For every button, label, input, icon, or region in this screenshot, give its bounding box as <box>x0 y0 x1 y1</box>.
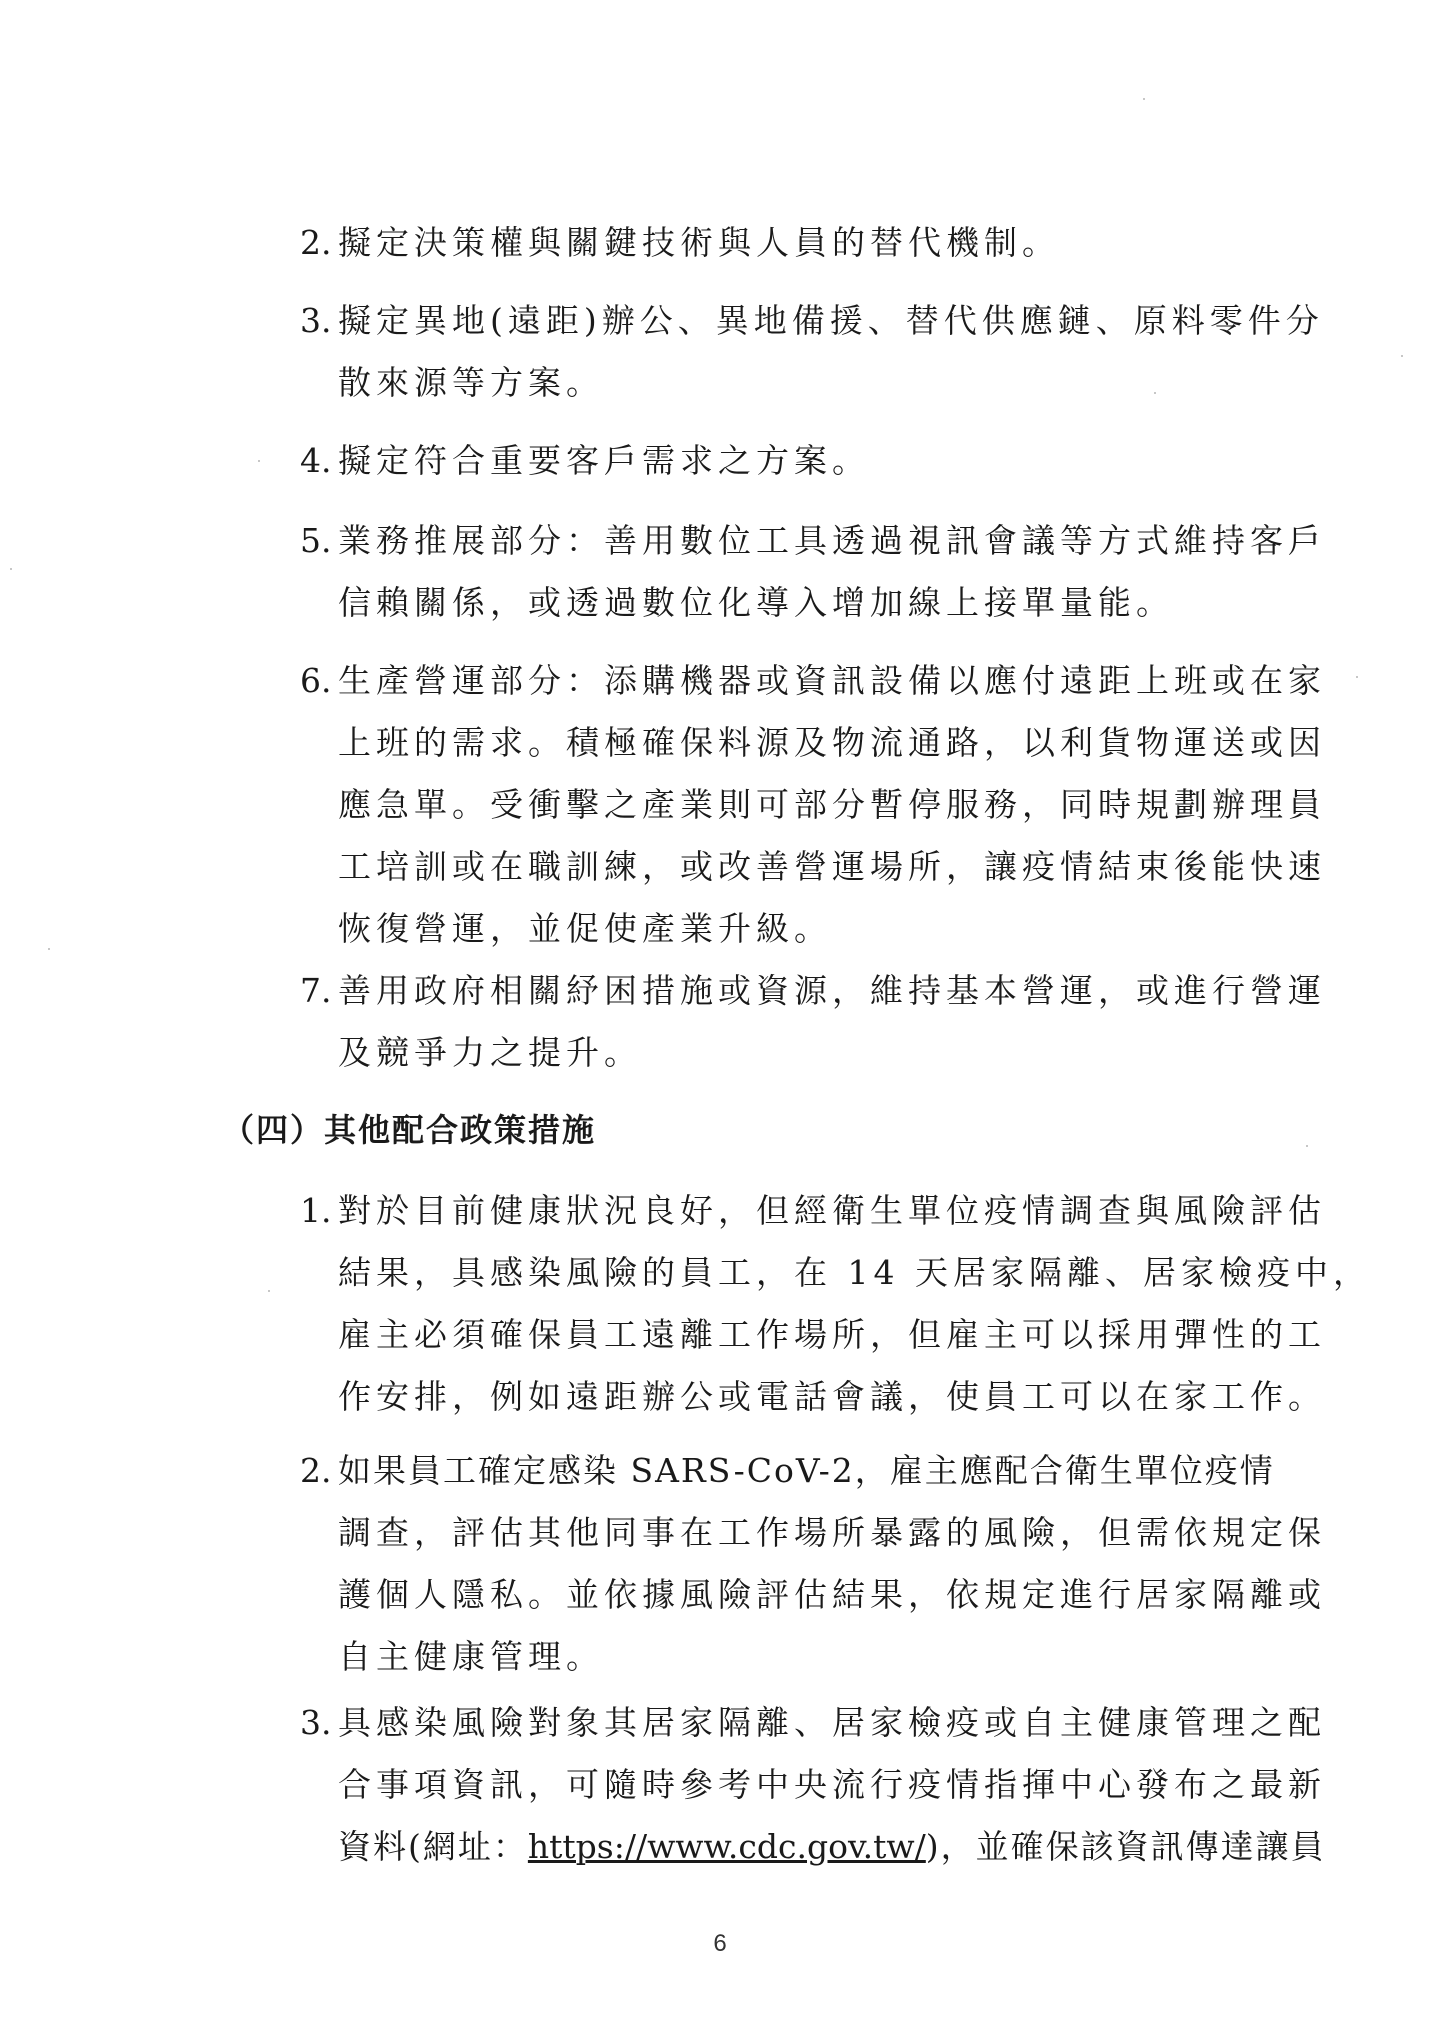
item-text-line: 作安排，例如遠距辦公或電話會議，使員工可以在家工作。 <box>338 1377 1326 1416</box>
scan-speck <box>48 948 50 950</box>
scan-speck <box>1143 98 1145 100</box>
item-text-line: 上班的需求。積極確保料源及物流通路，以利貨物運送或因 <box>338 723 1326 762</box>
list-item-3 <box>300 290 1324 414</box>
item-text-line: 合事項資訊，可隨時參考中央流行疫情指揮中心發布之最新 <box>338 1765 1326 1804</box>
scan-speck <box>1401 355 1403 357</box>
list-item-7 <box>300 960 1326 1084</box>
item-text-line: 散來源等方案。 <box>338 363 604 402</box>
item-text-line: 及競爭力之提升。 <box>338 1033 642 1072</box>
item-text-line: 護個人隱私。並依據風險評估結果，依規定進行居家隔離或 <box>338 1575 1326 1614</box>
item-text-line: 業務推展部分：善用數位工具透過視訊會議等方式維持客戶 <box>338 521 1326 560</box>
cdc-website-link[interactable]: https://www.cdc.gov.tw/ <box>527 1827 926 1866</box>
list-item-3-bottom <box>300 1692 1326 1878</box>
scan-speck <box>1356 676 1358 678</box>
line-suffix: )，並確保該資訊傳達讓員 <box>925 1827 1326 1866</box>
list-number: 3. <box>300 1703 332 1742</box>
list-item-6 <box>300 650 1326 960</box>
item-text-line: 具感染風險對象其居家隔離、居家檢疫或自主健康管理之配 <box>338 1703 1326 1742</box>
item-text-line: 對於目前健康狀況良好，但經衛生單位疫情調查與風險評估 <box>338 1191 1326 1230</box>
list-number: 1. <box>300 1191 332 1230</box>
item-text-line: 擬定符合重要客戶需求之方案。 <box>338 441 870 480</box>
item-text-line: 生產營運部分：添購機器或資訊設備以應付遠距上班或在家 <box>338 661 1326 700</box>
scan-speck <box>258 460 260 462</box>
list-number: 2. <box>300 223 332 262</box>
list-number: 4. <box>300 441 332 480</box>
list-number: 6. <box>300 661 332 700</box>
list-number: 7. <box>300 971 332 1010</box>
item-text-line: 結果，具感染風險的員工，在 14 天居家隔離、居家檢疫中， <box>338 1253 1371 1292</box>
scan-speck <box>10 568 12 570</box>
section-heading: （四）其他配合政策措施 <box>222 1111 597 1149</box>
item-text-line: 擬定決策權與關鍵技術與人員的替代機制。 <box>338 223 1060 262</box>
item-text-line: 如果員工確定感染 SARS-CoV-2，雇主應配合衛生單位疫情 <box>338 1451 1275 1490</box>
list-number: 5. <box>300 521 332 560</box>
item-text-line: 工培訓或在職訓練，或改善營運場所，讓疫情結束後能快速 <box>338 847 1326 886</box>
line-prefix: 資料(網址： <box>338 1827 528 1866</box>
list-item-5 <box>300 510 1326 634</box>
scan-speck <box>1306 1145 1308 1147</box>
scan-speck <box>268 1290 270 1292</box>
scan-speck <box>1154 392 1156 394</box>
list-item-2-bottom <box>300 1440 1326 1688</box>
list-number: 2. <box>300 1451 332 1490</box>
item-text-line: 恢復營運，並促使產業升級。 <box>338 909 832 948</box>
item-text-line: 應急單。受衝擊之產業則可部分暫停服務，同時規劃辦理員 <box>338 785 1326 824</box>
page-number: 6 <box>713 1930 727 1957</box>
item-text-line: 調查，評估其他同事在工作場所暴露的風險，但需依規定保 <box>338 1513 1326 1552</box>
list-item-2 <box>300 212 1220 274</box>
list-number: 3. <box>300 301 332 340</box>
item-text-line: 信賴關係，或透過數位化導入增加線上接單量能。 <box>338 583 1174 622</box>
item-text-line: 善用政府相關紓困措施或資源，維持基本營運，或進行營運 <box>338 971 1326 1010</box>
item-text-line: 自主健康管理。 <box>338 1637 604 1676</box>
item-text-line: 雇主必須確保員工遠離工作場所，但雇主可以採用彈性的工 <box>338 1315 1326 1354</box>
item-text-line: 擬定異地(遠距)辦公、異地備援、替代供應鏈、原料零件分 <box>338 301 1324 340</box>
list-item-1 <box>300 1180 1371 1428</box>
list-item-4 <box>300 430 1220 492</box>
item-text-line-with-link <box>300 1816 1326 1878</box>
